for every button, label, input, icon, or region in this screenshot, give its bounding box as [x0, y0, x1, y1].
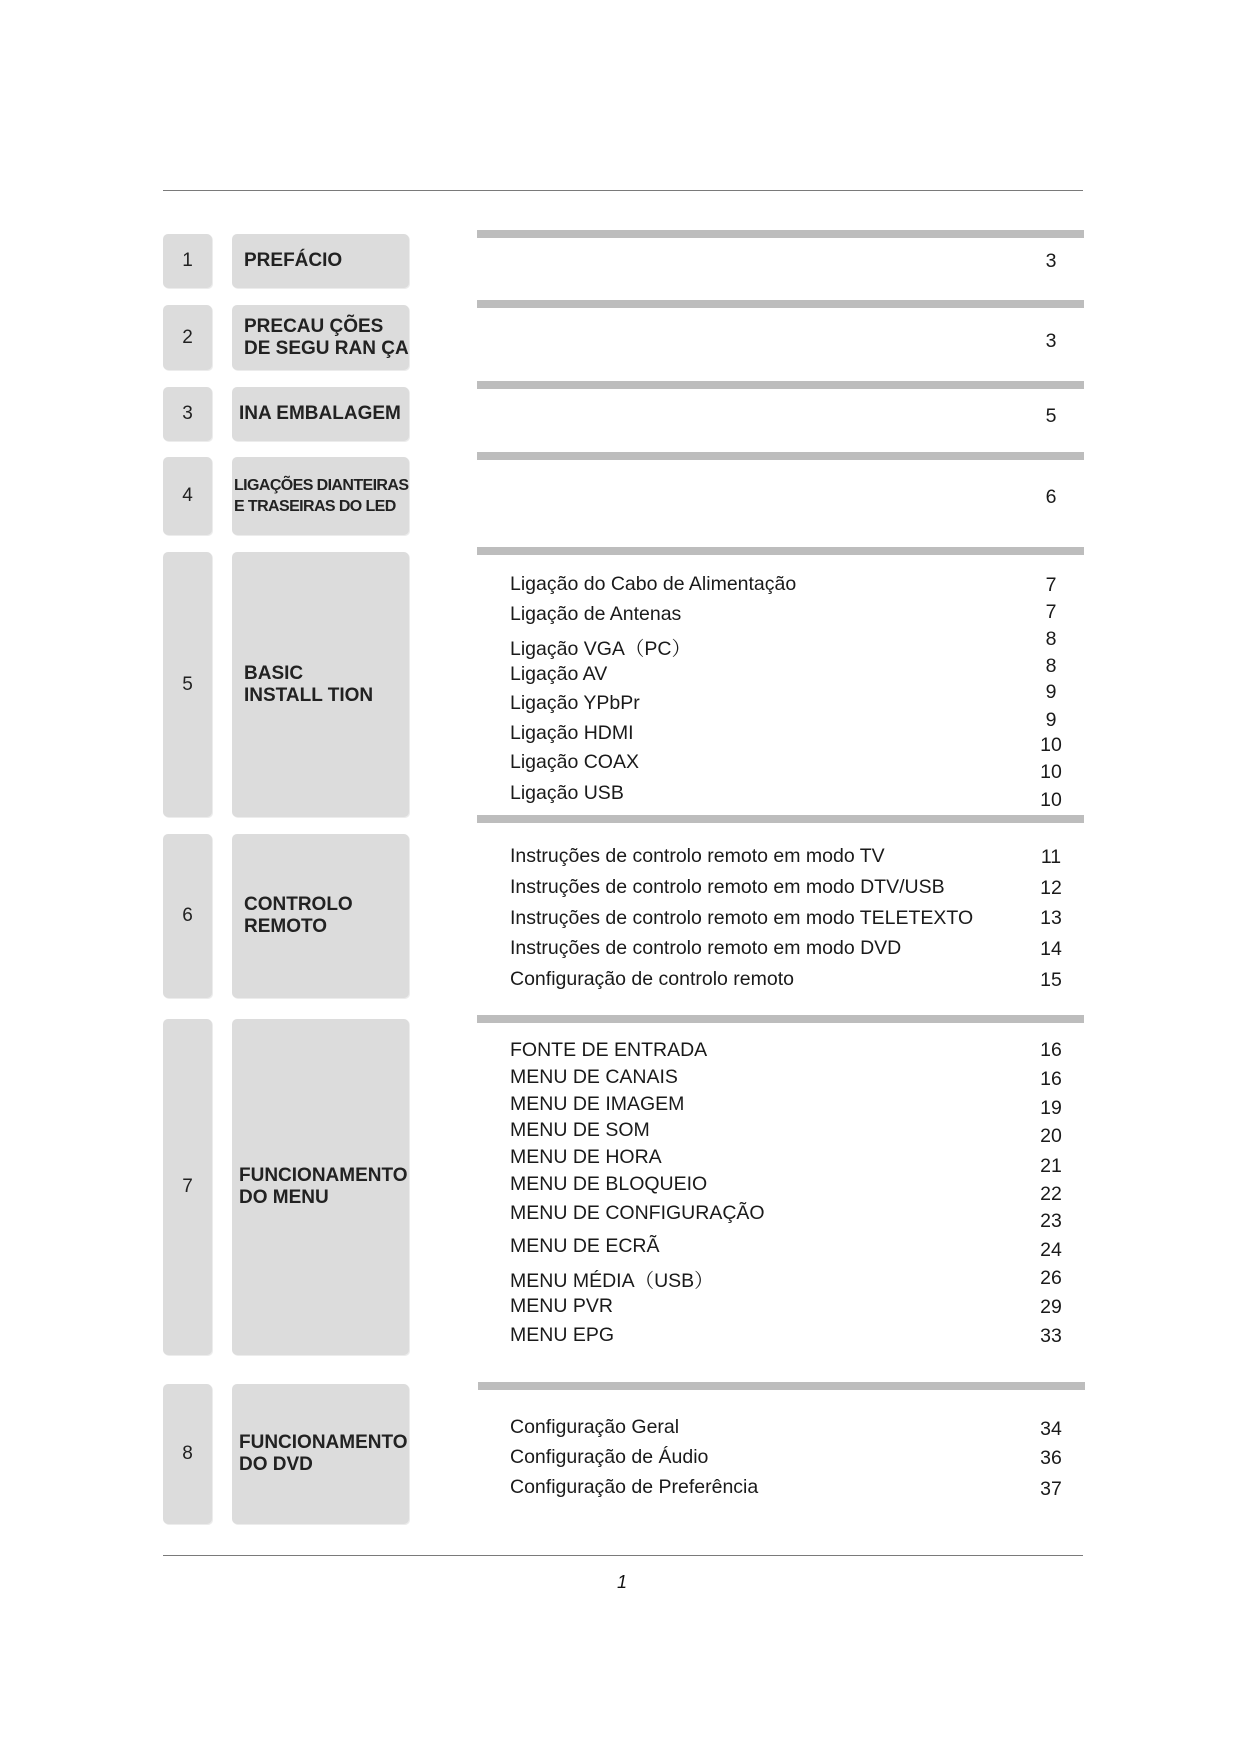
toc-entry[interactable]: Ligação de Antenas — [510, 603, 682, 625]
toc-page: 7 — [1045, 574, 1057, 596]
toc-page: 16 — [1040, 1039, 1062, 1061]
toc-page: 29 — [1040, 1296, 1062, 1318]
section-1-title[interactable] — [232, 234, 409, 288]
section-3-page: 5 — [1045, 405, 1057, 427]
toc-page: 13 — [1040, 907, 1062, 929]
section-3-number: 3 — [163, 387, 212, 441]
toc-entry[interactable]: Ligação COAX — [510, 751, 639, 773]
section-5-number: 5 — [163, 552, 212, 817]
section-1-number: 1 — [163, 234, 212, 288]
section-7-divider — [477, 1015, 1084, 1023]
section-4-page: 6 — [1045, 486, 1057, 508]
toc-page: 9 — [1045, 709, 1057, 731]
toc-page: 9 — [1045, 681, 1057, 703]
toc-page: 34 — [1040, 1418, 1062, 1440]
toc-page: 14 — [1040, 938, 1062, 960]
toc-entry[interactable]: Ligação AV — [510, 663, 608, 685]
toc-page: 23 — [1040, 1210, 1062, 1232]
section-3-title-text: INA EMBALAGEM — [239, 403, 401, 424]
toc-entry[interactable]: Ligação YPbPr — [510, 692, 640, 714]
section-1-divider — [477, 230, 1084, 238]
toc-page: 10 — [1040, 734, 1062, 756]
section-2-number: 2 — [163, 305, 212, 370]
section-6-number: 6 — [163, 834, 212, 998]
toc-entry[interactable]: FONTE DE ENTRADA — [510, 1039, 708, 1061]
section-5-divider — [477, 547, 1084, 555]
toc-page: 8 — [1045, 655, 1057, 677]
section-4-divider — [477, 452, 1084, 460]
toc-entry[interactable]: MENU DE HORA — [510, 1146, 662, 1168]
toc-page: 15 — [1040, 969, 1062, 991]
toc-entry[interactable]: MENU PVR — [510, 1295, 613, 1317]
section-1-page: 3 — [1045, 250, 1057, 272]
toc-entry[interactable]: MENU MÉDIA（USB） — [510, 1270, 714, 1292]
toc-page: 10 — [1040, 789, 1062, 811]
toc-entry[interactable]: Instruções de controlo remoto em modo DVD — [510, 937, 902, 959]
section-4-title[interactable] — [232, 457, 409, 535]
toc-page: 7 — [1045, 601, 1057, 623]
toc-page: 8 — [1045, 628, 1057, 650]
section-7-number: 7 — [163, 1019, 212, 1355]
toc-page: 12 — [1040, 877, 1062, 899]
toc-entry[interactable]: MENU DE SOM — [510, 1119, 650, 1141]
toc-entry[interactable]: MENU DE CONFIGURAÇÃO — [510, 1202, 765, 1224]
section-8-divider — [478, 1382, 1085, 1390]
section-6-title[interactable] — [232, 834, 409, 998]
section-8-title[interactable] — [232, 1384, 409, 1524]
toc-entry[interactable]: Instruções de controlo remoto em modo TV — [510, 845, 885, 867]
toc-page: 22 — [1040, 1183, 1062, 1205]
section-2-page: 3 — [1045, 330, 1057, 352]
toc-entry[interactable]: Ligação HDMI — [510, 722, 634, 744]
section-3-title[interactable] — [232, 387, 409, 441]
section-7-title[interactable] — [232, 1019, 409, 1355]
toc-entry[interactable]: Instruções de controlo remoto em modo TELETEXTO — [510, 907, 974, 929]
toc-page: 20 — [1040, 1125, 1062, 1147]
toc-entry[interactable]: MENU DE IMAGEM — [510, 1093, 685, 1115]
toc-entry[interactable]: Configuração de Áudio — [510, 1446, 709, 1468]
section-5-title[interactable] — [232, 552, 409, 817]
toc-page: 26 — [1040, 1267, 1062, 1289]
section-6-divider — [477, 815, 1084, 823]
section-3-divider — [477, 381, 1084, 389]
toc-page: 16 — [1040, 1068, 1062, 1090]
section-2-title[interactable] — [232, 305, 409, 370]
section-2-title-text: PRECAU ÇÕES DE SEGU RAN ÇA — [244, 315, 409, 359]
toc-entry[interactable]: MENU DE CANAIS — [510, 1066, 678, 1088]
toc-entry[interactable]: Instruções de controlo remoto em modo DTV/USB — [510, 876, 945, 898]
toc-page: 21 — [1040, 1155, 1062, 1177]
toc-page: 33 — [1040, 1325, 1062, 1347]
section-6-title-text: CONTROLO REMOTO — [244, 894, 353, 937]
toc-entry[interactable]: MENU DE ECRÃ — [510, 1235, 660, 1257]
toc-entry[interactable]: Configuração de Preferência — [510, 1476, 759, 1498]
section-4-title-text: LIGAÇÕES DIANTEIRAS E TRASEIRAS DO LED — [234, 477, 409, 515]
section-8-number: 8 — [163, 1384, 212, 1524]
toc-entry[interactable]: Configuração Geral — [510, 1416, 680, 1438]
toc-entry[interactable]: Ligação do Cabo de Alimentação — [510, 573, 797, 595]
toc-entry[interactable]: MENU EPG — [510, 1324, 615, 1346]
section-4-number: 4 — [163, 457, 212, 535]
toc-page: 11 — [1040, 846, 1062, 868]
section-2-divider — [477, 300, 1084, 308]
toc-entry[interactable]: Configuração de controlo remoto — [510, 968, 794, 990]
top-rule — [163, 190, 1083, 191]
toc-page: 37 — [1040, 1478, 1062, 1500]
toc-page: 24 — [1040, 1239, 1062, 1261]
toc-page: 10 — [1040, 761, 1062, 783]
toc-entry[interactable]: MENU DE BLOQUEIO — [510, 1173, 708, 1195]
section-1-title-text: PREFÁCIO — [244, 250, 343, 271]
toc-entry[interactable]: Ligação VGA（PC） — [510, 638, 691, 660]
section-5-title-text: BASIC INSTALL TION — [244, 662, 374, 706]
page-number: 1 — [617, 1572, 628, 1592]
toc-entry[interactable]: Ligação USB — [510, 782, 624, 804]
toc-page: 36 — [1040, 1447, 1062, 1469]
toc-page: 19 — [1040, 1097, 1062, 1119]
section-8-title-text: FUNCIONAMENTO DO DVD — [239, 1432, 408, 1475]
bottom-rule — [163, 1555, 1083, 1556]
section-7-title-text: FUNCIONAMENTO DO MENU — [239, 1165, 408, 1208]
